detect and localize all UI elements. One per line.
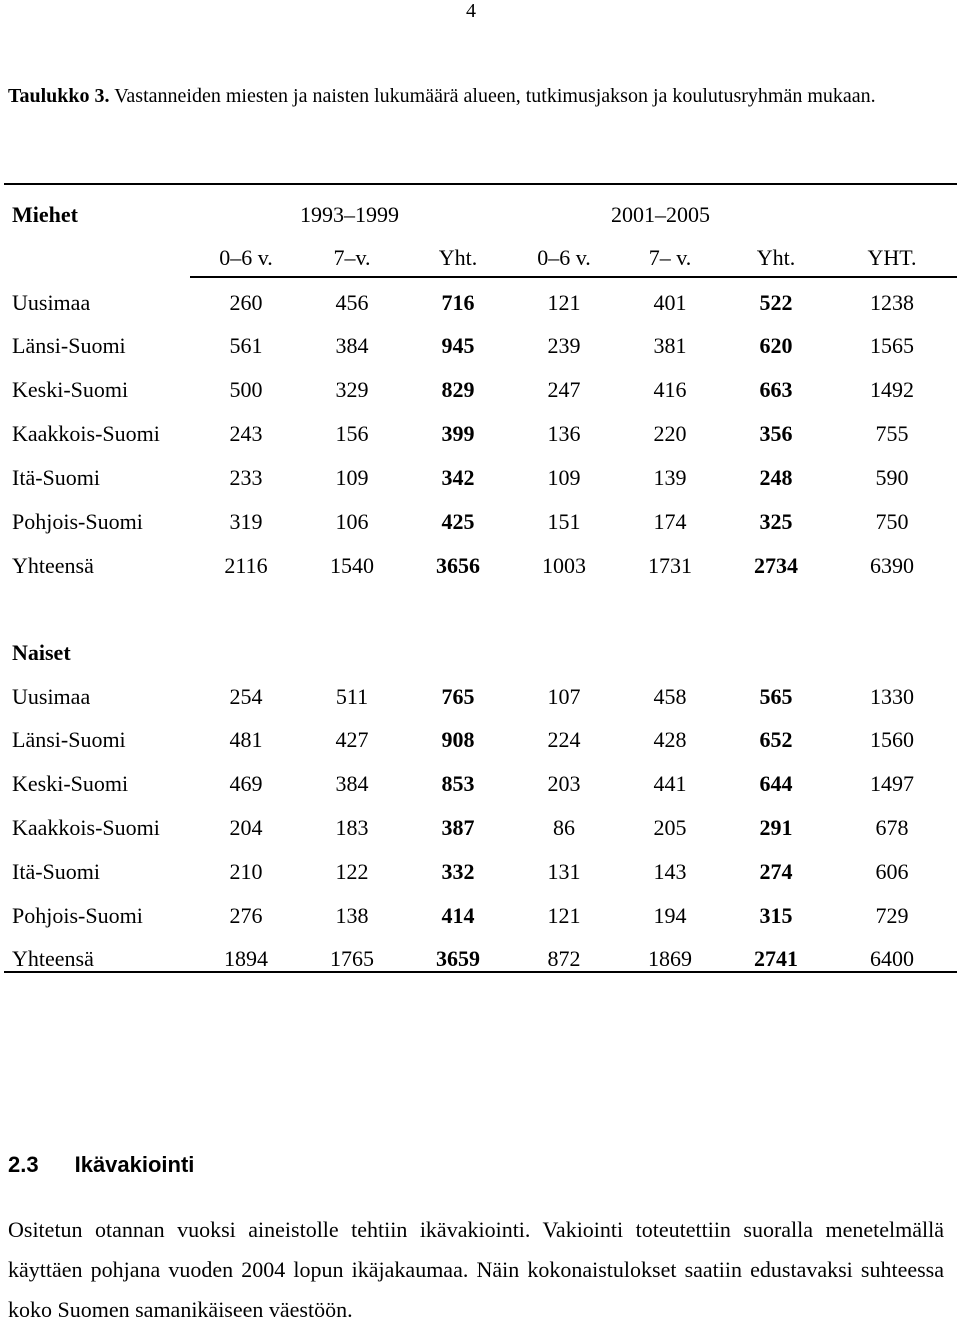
table-cell: 106 (335, 509, 369, 534)
table-cell: 156 (335, 421, 369, 446)
section-label-men: Miehet (12, 202, 78, 227)
table-cell: 606 (875, 859, 909, 884)
table-cell: 107 (547, 684, 581, 709)
table-cell: 1540 (330, 553, 374, 578)
table-cell: 183 (335, 815, 369, 840)
table-cell: 151 (547, 509, 581, 534)
table-cell: 194 (653, 903, 687, 928)
table-cell: 853 (441, 771, 475, 796)
row-label: Länsi-Suomi (12, 727, 126, 752)
column-header: YHT. (867, 245, 917, 270)
table-cell: 329 (335, 377, 369, 402)
table-cell: 6390 (870, 553, 914, 578)
table-cell: 678 (875, 815, 909, 840)
table-cell: 469 (229, 771, 263, 796)
table-cell: 500 (229, 377, 263, 402)
table-cell: 1238 (870, 290, 914, 315)
table-cell: 109 (547, 465, 581, 490)
row-label: Keski-Suomi (12, 377, 129, 402)
table-cell: 1565 (870, 333, 914, 358)
table-cell: 1560 (870, 727, 914, 752)
table-cell: 399 (441, 421, 475, 446)
table-cell: 243 (229, 421, 263, 446)
table-cell: 342 (441, 465, 475, 490)
table-cell: 254 (229, 684, 263, 709)
table-cell: 220 (653, 421, 687, 446)
table-cell: 1869 (648, 946, 692, 971)
table-cell: 590 (875, 465, 909, 490)
table-cell: 248 (759, 465, 793, 490)
table-cell: 315 (759, 903, 793, 928)
table-top-rule (4, 183, 957, 185)
table-cell: 416 (653, 377, 687, 402)
table-cell: 3656 (436, 553, 480, 578)
table-cell: 427 (335, 727, 369, 752)
caption-label: Taulukko 3. (8, 85, 110, 107)
table-cell: 458 (653, 684, 687, 709)
section-number: 2.3 (8, 1152, 39, 1177)
table-cell: 138 (335, 903, 369, 928)
table-cell: 121 (547, 903, 581, 928)
row-label: Yhteensä (12, 946, 94, 971)
table-cell: 750 (875, 509, 909, 534)
column-header: 7–v. (333, 245, 371, 270)
table-caption (8, 84, 948, 108)
table-cell: 260 (229, 290, 263, 315)
table-cell: 441 (653, 771, 687, 796)
table-cell: 663 (759, 377, 793, 402)
table-cell: 522 (759, 290, 793, 315)
table-cell: 274 (759, 859, 793, 884)
table-cell: 205 (653, 815, 687, 840)
column-header: 7– v. (648, 245, 692, 270)
row-label: Uusimaa (12, 290, 91, 315)
table-cell: 1497 (870, 771, 914, 796)
table-cell: 381 (653, 333, 687, 358)
table-cell: 332 (441, 859, 475, 884)
table-cell: 122 (335, 859, 369, 884)
table-cell: 414 (441, 903, 475, 928)
table-cell: 210 (229, 859, 263, 884)
table-cell: 356 (759, 421, 793, 446)
column-header: 0–6 v. (537, 245, 591, 270)
table-cell: 561 (229, 333, 263, 358)
column-header: Yht. (756, 245, 796, 270)
table-cell: 239 (547, 333, 581, 358)
table-cell: 1731 (648, 553, 692, 578)
table-cell: 481 (229, 727, 263, 752)
table-cell: 755 (875, 421, 909, 446)
row-label: Pohjois-Suomi (12, 509, 143, 534)
table-cell: 136 (547, 421, 581, 446)
row-label: Yhteensä (12, 553, 94, 578)
section-title: Ikävakiointi (74, 1152, 195, 1177)
table-cell: 2116 (224, 553, 268, 578)
table-cell: 203 (547, 771, 581, 796)
table-cell: 174 (653, 509, 687, 534)
table-cell: 233 (229, 465, 263, 490)
row-label: Itä-Suomi (12, 465, 100, 490)
row-label: Keski-Suomi (12, 771, 129, 796)
table-cell: 456 (335, 290, 369, 315)
table-cell: 2734 (754, 553, 798, 578)
table-cell: 384 (335, 771, 369, 796)
table-cell: 384 (335, 333, 369, 358)
table-cell: 428 (653, 727, 687, 752)
period-header-2001-2005: 2001–2005 (611, 202, 710, 227)
table-cell: 1330 (870, 684, 914, 709)
row-label: Itä-Suomi (12, 859, 100, 884)
row-label: Uusimaa (12, 684, 91, 709)
row-label: Kaakkois-Suomi (12, 421, 160, 446)
row-label: Kaakkois-Suomi (12, 815, 160, 840)
body-paragraph: Ositetun otannan vuoksi aineistolle tehtiin ikävakiointi. Vakiointi toteutettiin suoralla menetelmällä käyttäen pohjana vuoden 2004 lopun ikäjakaumaa. Näin kokonaistulokset saatiin edustavaksi suhteessa koko Suomen samanikäiseen väestöön. (8, 1217, 944, 1322)
table-cell: 729 (875, 903, 909, 928)
caption-text: Vastanneiden miesten ja naisten lukumäärä alueen, tutkimusjakson ja koulutusryhmän mukaan. (109, 85, 876, 107)
table-cell: 247 (547, 377, 581, 402)
table-cell: 143 (653, 859, 687, 884)
table-cell: 276 (229, 903, 263, 928)
table-cell: 204 (229, 815, 263, 840)
table-cell: 829 (441, 377, 475, 402)
table-cell: 620 (759, 333, 793, 358)
table-cell: 387 (441, 815, 475, 840)
row-label: Pohjois-Suomi (12, 903, 143, 928)
table-cell: 139 (653, 465, 687, 490)
table-cell: 652 (759, 727, 793, 752)
table-cell: 401 (653, 290, 687, 315)
table-cell: 6400 (870, 946, 914, 971)
table-cell: 1492 (870, 377, 914, 402)
table-cell: 511 (335, 684, 369, 709)
table-cell: 1894 (224, 946, 268, 971)
table-cell: 224 (547, 727, 581, 752)
table-header-rule (190, 276, 957, 278)
period-header-1993-1999: 1993–1999 (300, 202, 399, 227)
table-cell: 425 (441, 509, 475, 534)
section-label-women: Naiset (12, 640, 71, 665)
section-heading (8, 1152, 194, 1178)
column-header: 0–6 v. (219, 245, 273, 270)
table-cell: 716 (441, 290, 475, 315)
table-cell: 908 (441, 727, 475, 752)
table-cell: 565 (759, 684, 793, 709)
table-cell: 325 (759, 509, 793, 534)
table-cell: 319 (229, 509, 263, 534)
table-cell: 644 (759, 771, 793, 796)
table-cell: 945 (441, 333, 475, 358)
table-cell: 86 (553, 815, 575, 840)
table-cell: 131 (547, 859, 581, 884)
table-cell: 1765 (330, 946, 374, 971)
table-cell: 291 (759, 815, 793, 840)
page-number: 4 (466, 0, 476, 22)
table-cell: 2741 (754, 946, 798, 971)
column-header: Yht. (438, 245, 478, 270)
table-cell: 765 (441, 684, 475, 709)
table-cell: 872 (547, 946, 581, 971)
table-cell: 121 (547, 290, 581, 315)
table-cell: 109 (335, 465, 369, 490)
row-label: Länsi-Suomi (12, 333, 126, 358)
table-cell: 3659 (436, 946, 480, 971)
table-cell: 1003 (542, 553, 586, 578)
